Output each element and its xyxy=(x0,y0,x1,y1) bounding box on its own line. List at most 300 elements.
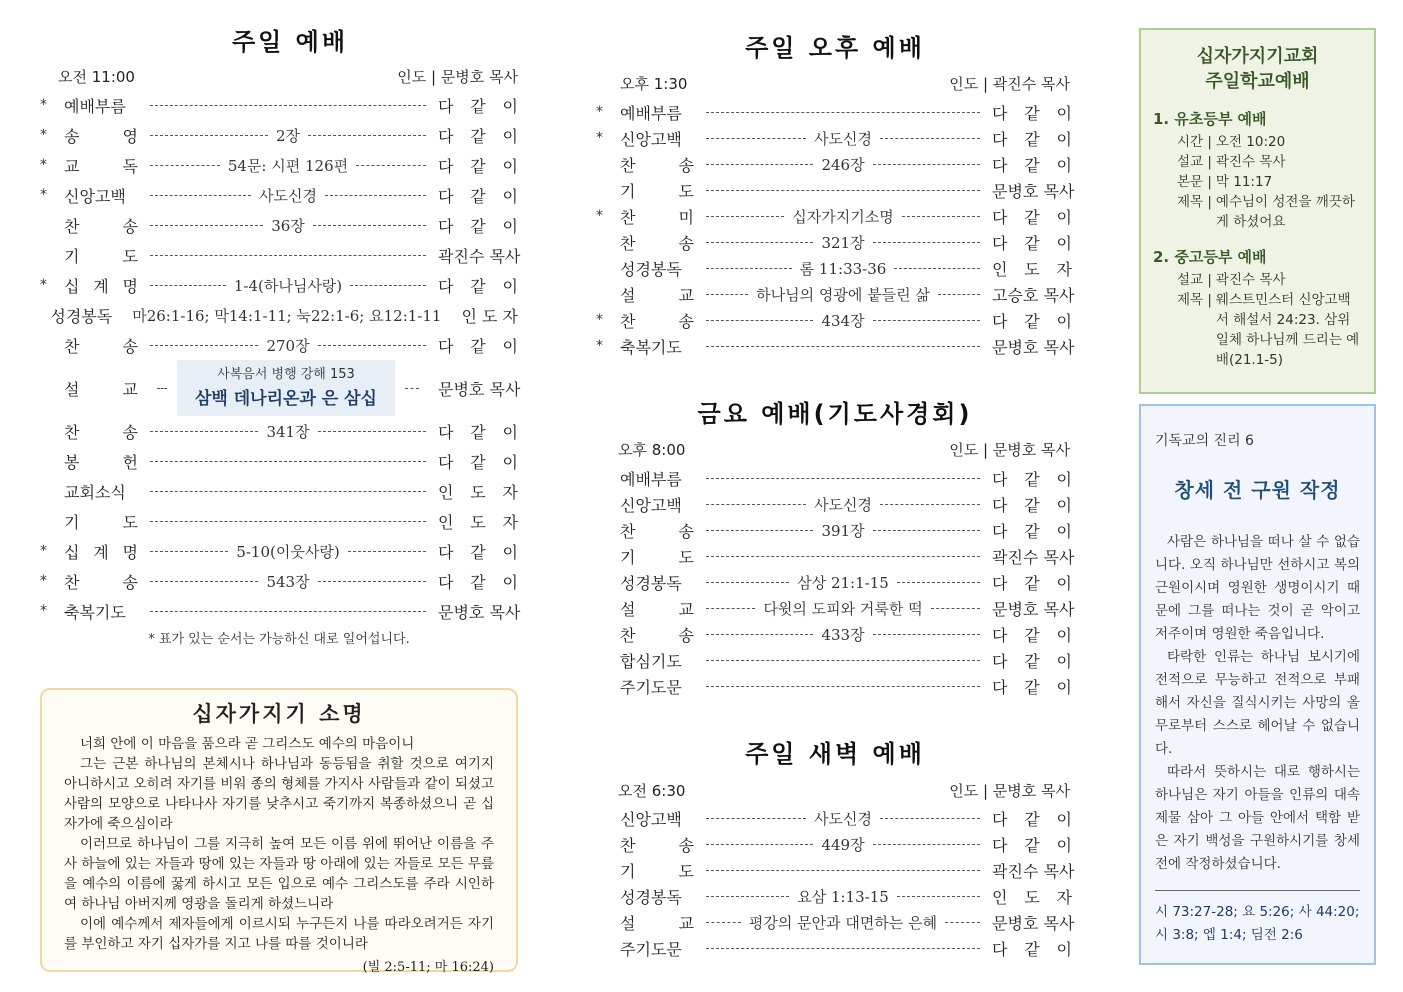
order-row xyxy=(596,673,1072,699)
leader-dashes xyxy=(150,285,226,286)
leader-dashes xyxy=(706,190,980,191)
leader-dashes xyxy=(706,896,789,897)
order-name: 찬 송 xyxy=(620,155,694,175)
order-person: 다 같 이 xyxy=(438,452,518,472)
order-detail-text: 평강의 문안과 대면하는 은혜 xyxy=(748,913,938,932)
leader-dashes xyxy=(706,346,980,347)
order-name: 신앙고백 xyxy=(620,809,682,829)
order-person: 다 같 이 xyxy=(992,311,1072,331)
order-person: 다 같 이 xyxy=(438,216,518,236)
order-name: 기 도 xyxy=(620,547,694,567)
order-detail xyxy=(702,660,984,661)
order-row xyxy=(596,805,1072,831)
order-person: 인 도 자 xyxy=(461,306,518,326)
leader-dashes xyxy=(706,294,748,295)
school-section-heading: 1. 유초등부 예배 xyxy=(1153,110,1267,128)
leader-dashes xyxy=(706,922,741,923)
order-detail xyxy=(702,948,984,949)
order-detail xyxy=(702,258,984,279)
sermon-detail xyxy=(146,360,430,416)
leader-dashes xyxy=(945,922,980,923)
sunday-school-box xyxy=(1139,28,1376,394)
order-person: 다 같 이 xyxy=(992,677,1072,697)
order-detail xyxy=(702,556,984,557)
school-section-heading: 2. 중고등부 예배 xyxy=(1153,248,1267,266)
order-person: 인 도 자 xyxy=(438,512,518,532)
order-detail-text: 삼상 21:1-15 xyxy=(797,573,889,592)
order-person: 문병호 목사 xyxy=(992,337,1075,357)
sermon-box xyxy=(177,360,395,416)
sunday-pm-time: 오후 1:30 xyxy=(620,75,688,93)
order-name: 성경봉독 xyxy=(50,306,113,326)
school-detail-line xyxy=(1153,270,1362,290)
sunday-main-time: 오전 11:00 xyxy=(58,68,135,86)
order-name: 예배부름 xyxy=(620,103,682,123)
order-row xyxy=(40,210,518,240)
order-row xyxy=(596,647,1072,673)
order-detail-text: 5-10(이웃사랑) xyxy=(236,542,340,561)
school-detail-label: 설교 | xyxy=(1177,272,1212,288)
school-detail-line xyxy=(1153,172,1362,192)
sunday-pm-header xyxy=(620,73,1070,94)
order-person: 고승호 목사 xyxy=(992,285,1075,305)
leader-dashes xyxy=(706,504,806,505)
leader-dashes xyxy=(897,896,980,897)
order-person: 곽진수 목사 xyxy=(438,246,521,266)
order-person: 다 같 이 xyxy=(992,573,1072,593)
school-detail-line xyxy=(1153,192,1362,232)
order-detail xyxy=(146,541,430,562)
leader-dashes xyxy=(150,491,426,492)
order-name: 설 교 xyxy=(620,285,694,305)
leader-dashes xyxy=(706,686,980,687)
order-person: 다 같 이 xyxy=(438,336,518,356)
leader-dashes xyxy=(880,818,980,819)
order-name: 신앙고백 xyxy=(64,186,126,206)
order-name: 찬 송 xyxy=(620,233,694,253)
order-detail xyxy=(702,520,984,541)
leader-dashes xyxy=(706,556,980,557)
order-detail-text: 341장 xyxy=(266,422,310,441)
order-name: 찬 송 xyxy=(64,216,138,236)
leader-dashes xyxy=(873,844,980,845)
leader-dashes xyxy=(150,521,426,522)
leader-dashes xyxy=(706,634,813,635)
order-person: 다 같 이 xyxy=(992,469,1072,489)
leader-dashes xyxy=(405,388,419,389)
order-detail xyxy=(146,185,430,206)
truth-paragraph: 따라서 뜻하시는 대로 행하시는 하나님은 자기 아들을 인류의 대속제물 삼아 그 아들 안에서 택함 받은 자기 백성을 구원하시기를 창세 전에 작정하셨습니다. xyxy=(1155,764,1360,872)
leader-dashes xyxy=(325,195,426,196)
leader-dashes xyxy=(706,530,813,531)
stand-marker: * xyxy=(40,277,47,293)
order-detail xyxy=(702,346,984,347)
order-name: 신앙고백 xyxy=(620,495,682,515)
sunday-main-title: 주일 예배 xyxy=(231,28,349,56)
order-name: 축복기도 xyxy=(64,602,126,622)
truth-paragraph: 사람은 하나님을 떠나 살 수 없습니다. 오직 하나님만 선하시고 복의 근원이시며 영원한 생명이시기 때문에 그를 떠나는 것이 곧 악이고 저주이며 영원한 죽음입니다. xyxy=(1155,534,1360,642)
calling-box xyxy=(40,688,518,975)
order-name: 설 교 xyxy=(620,599,694,619)
order-detail xyxy=(146,255,430,256)
order-detail-text: 434장 xyxy=(821,311,865,330)
leader-dashes xyxy=(150,255,426,256)
calling-body xyxy=(64,734,494,954)
order-detail xyxy=(702,572,984,593)
order-detail-text: 사도신경 xyxy=(814,495,872,514)
order-detail xyxy=(702,598,984,619)
order-detail xyxy=(702,686,984,687)
stand-marker: * xyxy=(596,130,603,146)
order-detail xyxy=(146,335,430,356)
order-name: 성경봉독 xyxy=(620,573,682,593)
order-name: 찬 송 xyxy=(620,835,694,855)
truth-body xyxy=(1155,531,1360,876)
order-detail-text: 요삼 1:13-15 xyxy=(797,887,889,906)
order-person: 다 같 이 xyxy=(992,625,1072,645)
order-row xyxy=(40,446,518,476)
truth-subtitle: 기독교의 진리 6 xyxy=(1155,433,1254,449)
order-person: 문병호 목사 xyxy=(992,599,1075,619)
friday-leader: 인도 | 문병호 목사 xyxy=(949,441,1070,459)
school-detail-label: 제목 | xyxy=(1177,194,1212,210)
order-name: 주기도문 xyxy=(620,677,682,697)
order-detail xyxy=(702,624,984,645)
leader-dashes xyxy=(880,504,980,505)
order-detail xyxy=(146,155,430,176)
dawn-leader: 인도 | 문병호 목사 xyxy=(949,782,1070,800)
order-detail xyxy=(120,305,453,326)
order-name: 찬 미 xyxy=(620,207,694,227)
truth-divider xyxy=(1155,890,1360,891)
friday-header xyxy=(618,439,1070,460)
order-person: 다 같 이 xyxy=(992,155,1072,175)
order-name: 성경봉독 xyxy=(620,259,682,279)
order-detail xyxy=(702,232,984,253)
order-row xyxy=(40,270,518,300)
order-person: 다 같 이 xyxy=(438,542,518,562)
order-person: 다 같 이 xyxy=(438,96,518,116)
order-row xyxy=(596,569,1072,595)
sunday-pm-order xyxy=(596,99,1075,359)
stand-marker: * xyxy=(596,338,603,354)
order-row xyxy=(596,333,1075,359)
leader-dashes xyxy=(356,165,426,166)
order-detail-text: 2장 xyxy=(275,126,301,145)
order-detail-text: 롬 11:33-36 xyxy=(799,259,887,278)
order-detail-text: 사도신경 xyxy=(259,186,317,205)
calling-reference: (빌 2:5-11; 마 16:24) xyxy=(362,960,494,975)
order-row xyxy=(596,543,1075,569)
order-detail xyxy=(146,215,430,236)
truth-references: 시 73:27-28; 요 5:26; 사 44:20; 시 3:8; 엡 1:4; 딤전 2:6 xyxy=(1155,904,1360,943)
order-name: 기 도 xyxy=(620,861,694,881)
stand-marker: * xyxy=(40,543,47,559)
order-person: 인 도 자 xyxy=(438,482,518,502)
order-detail-text: 391장 xyxy=(821,521,865,540)
order-person: 다 같 이 xyxy=(438,156,518,176)
order-row xyxy=(596,203,1072,229)
order-name: 기 도 xyxy=(64,246,138,266)
leader-dashes xyxy=(150,611,426,612)
order-person: 다 같 이 xyxy=(438,186,518,206)
order-name: 찬 송 xyxy=(620,521,694,541)
order-detail xyxy=(702,284,984,305)
leader-dashes xyxy=(318,431,426,432)
leader-dashes xyxy=(873,634,980,635)
leader-dashes xyxy=(150,581,258,582)
school-detail-label: 본문 | xyxy=(1177,174,1212,190)
order-person: 다 같 이 xyxy=(992,495,1072,515)
school-detail-value: 막 11:17 xyxy=(1215,174,1273,190)
stand-marker: * xyxy=(40,97,47,113)
order-detail xyxy=(146,491,430,492)
school-detail-line xyxy=(1153,290,1362,370)
school-detail-line xyxy=(1153,132,1362,152)
order-row xyxy=(596,517,1072,543)
leader-dashes xyxy=(706,112,980,113)
leader-dashes xyxy=(150,551,228,552)
order-detail-text: 321장 xyxy=(821,233,865,252)
truth-title: 창세 전 구원 작정 xyxy=(1174,478,1341,502)
order-person: 문병호 목사 xyxy=(438,602,521,622)
order-detail-text: 246장 xyxy=(821,155,865,174)
order-person: 다 같 이 xyxy=(438,422,518,442)
school-detail-value: 오전 10:20 xyxy=(1215,134,1286,150)
friday-title: 금요 예배(기도사경회) xyxy=(697,400,973,428)
school-detail-value: 웨스트민스터 신앙고백서 해설서 24:23. 삼위일체 하나님께 드리는 예배(21.1-5) xyxy=(1215,292,1360,368)
order-row xyxy=(596,935,1072,961)
order-person: 인 도 자 xyxy=(992,259,1072,279)
order-detail-text: 십자가지기소명 xyxy=(792,207,894,226)
order-name: 교회소식 xyxy=(64,482,126,502)
order-name: 축복기도 xyxy=(620,337,682,357)
stand-marker: * xyxy=(40,127,47,143)
order-row xyxy=(40,330,518,360)
order-person: 곽진수 목사 xyxy=(992,861,1075,881)
dawn-header xyxy=(618,780,1070,801)
sermon-series: 사복음서 병행 강해 153 xyxy=(217,367,355,382)
order-name: 찬 송 xyxy=(64,422,138,442)
order-row xyxy=(596,831,1072,857)
stand-marker: * xyxy=(40,603,47,619)
order-row xyxy=(40,240,521,270)
order-row xyxy=(596,255,1072,281)
order-person: 다 같 이 xyxy=(992,207,1072,227)
order-detail-text: 다윗의 도피와 거룩한 떡 xyxy=(763,599,923,618)
order-person: 다 같 이 xyxy=(992,651,1072,671)
order-row xyxy=(40,566,518,596)
order-name: 예배부름 xyxy=(64,96,126,116)
order-detail xyxy=(146,105,430,106)
sunday-pm-title: 주일 오후 예배 xyxy=(745,34,925,62)
order-detail xyxy=(702,808,984,829)
order-row xyxy=(596,177,1075,203)
order-row xyxy=(40,506,518,536)
stand-marker: * xyxy=(596,104,603,120)
order-detail xyxy=(702,912,984,933)
leader-dashes xyxy=(150,135,268,136)
order-row xyxy=(596,99,1072,125)
leader-dashes xyxy=(150,165,220,166)
leader-dashes xyxy=(706,818,806,819)
order-name: 기 도 xyxy=(64,512,138,532)
leader-dashes xyxy=(150,195,251,196)
sunday-main-leader: 인도 | 문병호 목사 xyxy=(397,68,518,86)
calling-paragraph: 이러므로 하나님이 그를 지극히 높여 모든 이름 위에 뛰어난 이름을 주사 하늘에 있는 자들과 땅에 있는 자들과 땅 아래에 있는 자들로 모든 무릎을 예수의 이름에 꿇게 하시고 모든 입으로 예수 그리스도를 주라 시인하여 하나님 아버지께 영광을 돌리게 하셨느니라 xyxy=(64,836,494,912)
friday-time: 오후 8:00 xyxy=(618,441,686,459)
order-name: 찬 송 xyxy=(620,625,694,645)
order-detail-text: 1-4(하나님사랑) xyxy=(233,276,343,295)
order-detail xyxy=(702,128,984,149)
order-person: 다 같 이 xyxy=(992,835,1072,855)
order-name: 찬 송 xyxy=(64,572,138,592)
order-name: 주기도문 xyxy=(620,939,682,959)
school-detail-label: 시간 | xyxy=(1177,134,1212,150)
order-name: 송 영 xyxy=(64,126,138,146)
order-name: 찬 송 xyxy=(64,336,138,356)
school-detail-label: 제목 | xyxy=(1177,292,1212,308)
leader-dashes xyxy=(873,530,980,531)
leader-dashes xyxy=(150,431,258,432)
leader-dashes xyxy=(873,242,980,243)
school-section xyxy=(1153,108,1362,232)
calling-paragraph: 너희 안에 이 마음을 품으라 곧 그리스도 예수의 마음이니 xyxy=(80,736,415,752)
order-detail xyxy=(146,421,430,442)
order-name: 신앙고백 xyxy=(620,129,682,149)
order-row xyxy=(596,883,1072,909)
order-detail-text: 449장 xyxy=(821,835,865,854)
school-detail-value: 곽진수 목사 xyxy=(1215,154,1286,170)
friday-order xyxy=(596,465,1075,699)
leader-dashes xyxy=(873,164,980,165)
order-name: 설 교 xyxy=(620,913,694,933)
order-person: 인 도 자 xyxy=(992,887,1072,907)
leader-dashes xyxy=(706,582,789,583)
leader-dashes xyxy=(706,164,813,165)
leader-dashes xyxy=(313,225,426,226)
leader-dashes xyxy=(938,294,980,295)
leader-dashes xyxy=(706,948,980,949)
order-detail xyxy=(146,275,430,296)
leader-dashes xyxy=(150,225,263,226)
leader-dashes xyxy=(157,388,167,389)
leader-dashes xyxy=(350,285,426,286)
order-name: 성경봉독 xyxy=(620,887,682,907)
order-person: 다 같 이 xyxy=(992,129,1072,149)
order-detail xyxy=(702,112,984,113)
order-person: 다 같 이 xyxy=(992,103,1072,123)
order-name: 봉 헌 xyxy=(64,452,138,472)
dawn-title: 주일 새벽 예배 xyxy=(745,740,925,768)
calling-paragraph: 이에 예수께서 제자들에게 이르시되 누구든지 나를 따라오려거든 자기를 부인하고 자기 십자가를 지고 나를 따를 것이니라 xyxy=(64,916,494,952)
school-title-line1: 십자가지기교회 xyxy=(1196,46,1319,67)
order-row xyxy=(596,595,1075,621)
dawn-order xyxy=(596,805,1075,961)
leader-dashes xyxy=(318,345,426,346)
order-name: 설 교 xyxy=(64,379,138,399)
order-row xyxy=(596,229,1072,255)
leader-dashes xyxy=(706,268,792,269)
order-person: 다 같 이 xyxy=(992,521,1072,541)
order-row xyxy=(40,120,518,150)
calling-title: 십자가지기 소명 xyxy=(192,702,366,726)
leader-dashes xyxy=(706,320,813,321)
order-row xyxy=(596,125,1072,151)
order-row xyxy=(40,300,518,330)
leader-dashes xyxy=(706,478,980,479)
leader-dashes xyxy=(706,242,813,243)
order-person: 문병호 목사 xyxy=(992,181,1075,201)
leader-dashes xyxy=(897,582,980,583)
order-row xyxy=(596,151,1072,177)
order-detail xyxy=(702,478,984,479)
stand-marker: * xyxy=(596,208,603,224)
dawn-time: 오전 6:30 xyxy=(618,782,686,800)
order-detail-text: 36장 xyxy=(271,216,305,235)
leader-dashes xyxy=(318,581,426,582)
leader-dashes xyxy=(150,461,426,462)
leader-dashes xyxy=(348,551,426,552)
leader-dashes xyxy=(706,844,813,845)
order-row xyxy=(40,150,518,180)
order-person: 곽진수 목사 xyxy=(992,547,1075,567)
order-detail-text: 433장 xyxy=(821,625,865,644)
order-detail-text: 마26:1-16; 막14:1-11; 눅22:1-6; 요12:1-11 xyxy=(132,306,442,325)
order-row xyxy=(596,621,1072,647)
order-person: 다 같 이 xyxy=(992,233,1072,253)
order-detail xyxy=(702,494,984,515)
order-name: 찬 송 xyxy=(620,311,694,331)
order-detail xyxy=(702,190,984,191)
order-detail xyxy=(146,571,430,592)
order-detail-text: 270장 xyxy=(266,336,310,355)
order-detail xyxy=(702,206,984,227)
order-name: 예배부름 xyxy=(620,469,682,489)
order-person: 다 같 이 xyxy=(438,276,518,296)
order-row xyxy=(596,857,1075,883)
truth-paragraph: 타락한 인류는 하나님 보시기에 전적으로 무능하고 전적으로 부패해서 자신을 질식시키는 사망의 올무로부터 스스로 헤어날 수 없습니다. xyxy=(1155,649,1360,757)
order-detail xyxy=(146,521,430,522)
order-detail xyxy=(146,125,430,146)
stand-marker: * xyxy=(40,157,47,173)
stand-marker: * xyxy=(40,573,47,589)
leader-dashes xyxy=(880,138,980,139)
sunday-main-order xyxy=(40,90,521,626)
leader-dashes xyxy=(706,216,784,217)
order-detail-text: 하나님의 영광에 붙들린 삶 xyxy=(756,285,930,304)
order-detail-text: 54문: 시편 126편 xyxy=(227,156,349,175)
order-row xyxy=(40,476,518,506)
order-row xyxy=(596,909,1075,935)
order-person: 다 같 이 xyxy=(438,572,518,592)
leader-dashes xyxy=(873,320,980,321)
school-section xyxy=(1153,246,1362,370)
school-title-line2: 주일학교예배 xyxy=(1205,71,1310,92)
order-name: 십 계 명 xyxy=(64,276,138,296)
order-person: 다 같 이 xyxy=(992,939,1072,959)
order-row xyxy=(40,536,518,566)
leader-dashes xyxy=(150,105,426,106)
sunday-pm-leader: 인도 | 곽진수 목사 xyxy=(949,75,1070,93)
leader-dashes xyxy=(308,135,426,136)
sermon-title: 삼백 데나리온과 은 삼십 xyxy=(195,389,377,409)
school-detail-label: 설교 | xyxy=(1177,154,1212,170)
order-name: 합심기도 xyxy=(620,651,682,671)
leader-dashes xyxy=(150,345,258,346)
school-detail-value: 예수님이 성전을 깨끗하게 하셨어요 xyxy=(1215,194,1355,230)
sunday-main-order-after xyxy=(40,416,521,626)
